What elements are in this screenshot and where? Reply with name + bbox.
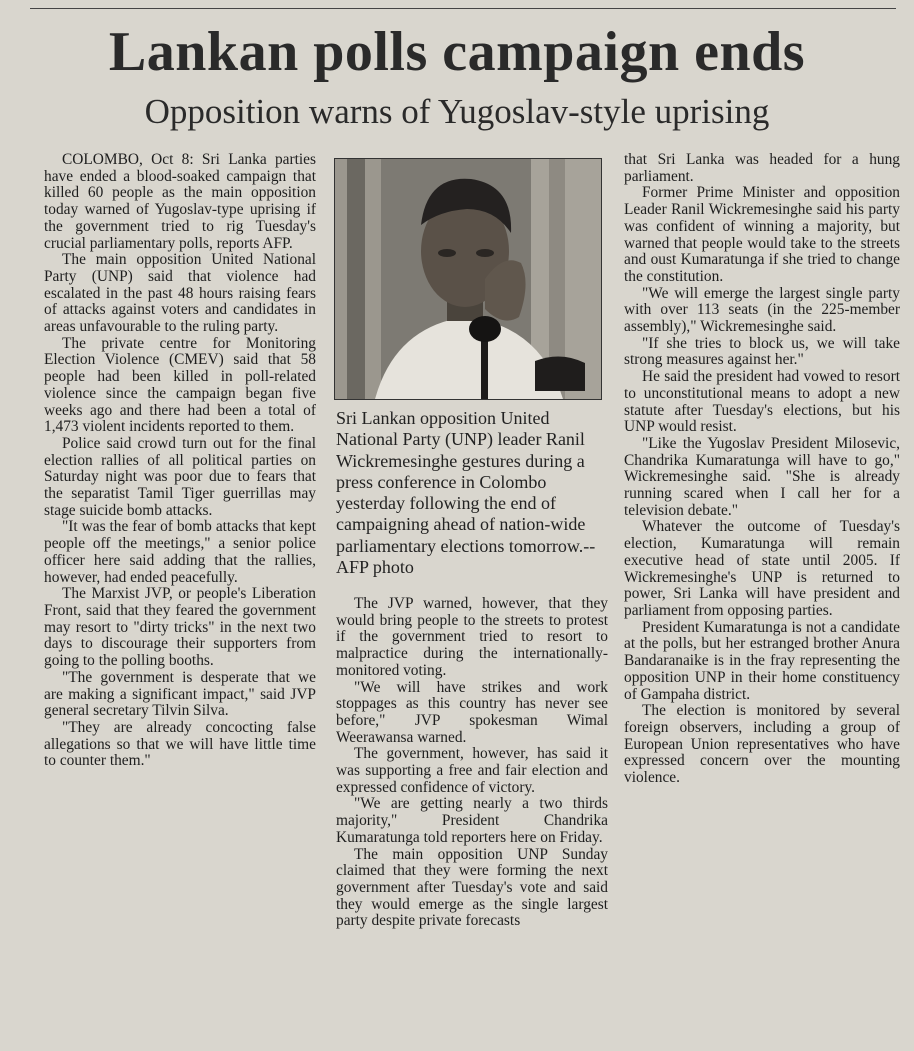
press-photo xyxy=(334,158,602,400)
paragraph: The private centre for Monitoring Election Violence (CMEV) said that 58 people had been killed in poll-related violence since the campaign began five weeks ago and there had been a total of 1,473 violent incidents reported to them. xyxy=(44,334,316,436)
paragraph: that Sri Lanka was headed for a hung parliament. xyxy=(624,151,900,185)
photo-caption: Sri Lankan opposition United National Party (UNP) leader Ranil Wickremesinghe gestures during a press conference in Colombo yesterday following the end of campaigning ahead of nation-wide parliamentary elections tomorrow.--AFP photo xyxy=(336,408,596,578)
paragraph: President Kumaratunga is not a candidate at the polls, but her estranged brother Anura Bandaranaike is in the fray representing the opposition UNP in their home constituency of Gampaha district. xyxy=(624,618,900,703)
paragraph: The government, however, has said it was supporting a free and fair election and expressed confidence of victory. xyxy=(336,745,608,796)
paragraph: Whatever the outcome of Tuesday's election, Kumaratunga will remain executive head of state until 2005. If Wickremesinghe's UNP is returned to power, Sri Lanka will have president and parliament from opposing parties. xyxy=(624,518,900,619)
paragraph: The election is monitored by several foreign observers, including a group of European Union representatives who have expressed concern over the mounting violence. xyxy=(624,702,900,787)
article-column-1 xyxy=(44,152,316,770)
subheadline: Opposition warns of Yugoslav-style uprising xyxy=(144,92,770,131)
paragraph: The main opposition United National Party (UNP) said that violence had escalated in the past 48 hours raising fears of attacks against voters and candidates in areas unfavourable to the ruling party. xyxy=(44,251,316,336)
paragraph: "Like the Yugoslav President Milosevic, Chandrika Kumaratunga will have to go," Wickremesinghe said. "She is already running scared when I call her for a television debate." xyxy=(624,434,900,519)
paragraph: "They are already concocting false allegations so that we will have little time to counter them." xyxy=(44,718,316,770)
paragraph: COLOMBO, Oct 8: Sri Lanka parties have ended a blood-soaked campaign that killed 60 people as the main opposition today warned of Yugoslav-type uprising if the government tried to rig Tuesday's crucial parliamentary polls, reports AFP. xyxy=(44,151,316,252)
paragraph: "We will emerge the largest single party with over 113 seats (in the 225-member assembly)," Wickremesinghe said. xyxy=(624,284,900,336)
paragraph: Former Prime Minister and opposition Leader Ranil Wickremesinghe said his party was confident of winning a majority, but warned that people would take to the streets and oust Kumaratunga if she tried to change the constitution. xyxy=(624,184,900,285)
paragraph: "If she tries to block us, we will take strong measures against her." xyxy=(624,334,900,369)
paragraph: He said the president had vowed to resort to unconstitutional means to adopt a new statute after Tuesday's elections, but his UNP would resist. xyxy=(624,368,900,436)
paragraph: Police said crowd turn out for the final election rallies of all political parties on Saturday night was poor due to fears that the separatist Tamil Tiger guerrillas may stage suicide bomb attacks. xyxy=(44,434,316,519)
paragraph: The JVP warned, however, that they would bring people to the streets to protest if the government tried to resort to malpractice during the internationally-monitored voting. xyxy=(336,595,608,679)
headline: Lankan polls campaign ends xyxy=(108,21,806,83)
article-column-2 xyxy=(336,596,608,930)
paragraph: "We will have strikes and work stoppages as this country has never see before," JVP spokesman Wimal Weerawansa warned. xyxy=(336,678,608,746)
article-column-3 xyxy=(624,152,900,787)
paragraph: "It was the fear of bomb attacks that kept people off the meetings," a senior police officer here said adding that the rallies, however, had ended peacefully. xyxy=(44,518,316,586)
paragraph: The main opposition UNP Sunday claimed that they were forming the next government after Tuesday's vote and said they would emerge as the single largest party despite private forecasts xyxy=(336,845,608,930)
top-rule xyxy=(30,8,896,9)
paragraph: "We are getting nearly a two thirds majority," President Chandrika Kumaratunga told reporters here on Friday. xyxy=(336,795,608,846)
paragraph: "The government is desperate that we are making a significant impact," said JVP general secretary Tilvin Silva. xyxy=(44,668,316,720)
photo-image xyxy=(335,159,601,399)
paragraph: The Marxist JVP, or people's Liberation Front, said that they feared the government may resort to "dirty tricks" in the next two days to discourage their supporters from going to the polling booths. xyxy=(44,585,316,670)
